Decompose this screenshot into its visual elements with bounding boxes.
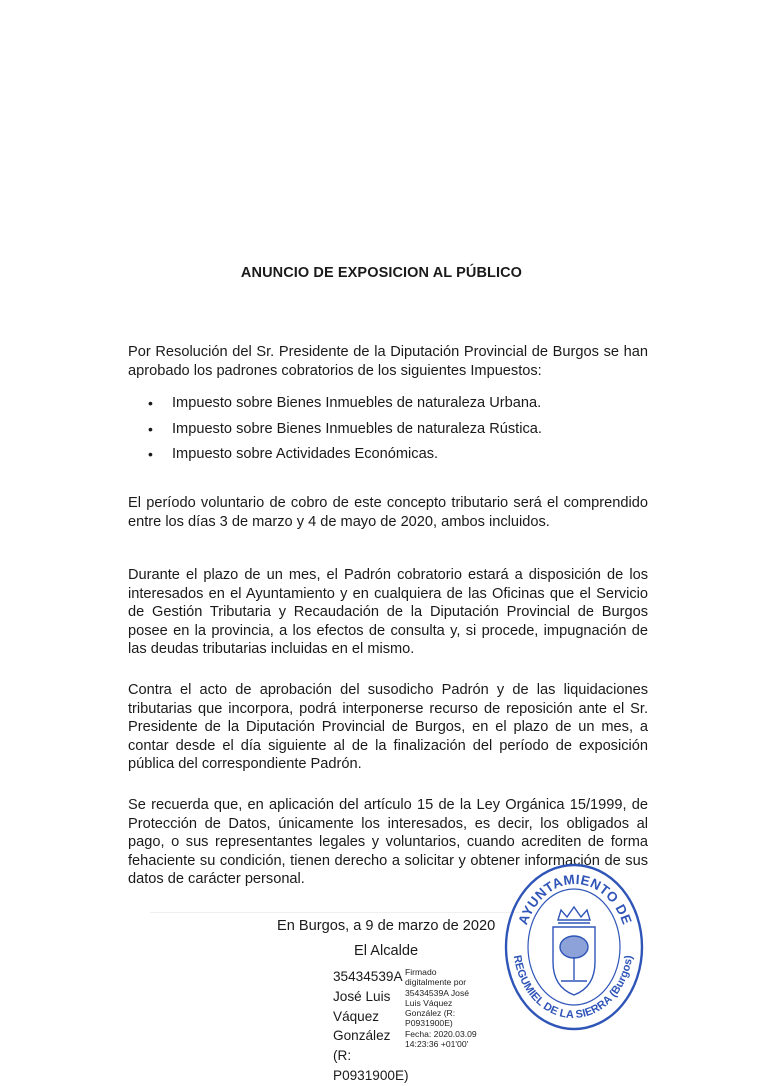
signer-role: El Alcalde xyxy=(354,943,419,959)
town-hall-seal xyxy=(503,862,645,1032)
collection-period-paragraph: El período voluntario de cobro de este concepto tributario será el comprendido entre los días 3 de marzo y 4 de mayo de 2020, ambos incluidos. xyxy=(128,495,648,530)
digital-signature-details: Firmado digitalmente por 35434539A José Luis Váquez González (R: P0931900E) Fecha: 2020.03.09 14:23:36 +01'00' xyxy=(405,967,477,1050)
seal-bottom-text: REGUMIEL DE LA SIERRA (Burgos) xyxy=(510,954,636,1022)
place-date: En Burgos, a 9 de marzo de 2020 xyxy=(277,918,496,934)
consultation-paragraph: Durante el plazo de un mes, el Padrón cobratorio estará a disposición de los interesados en el Ayuntamiento y en cualquiera de las Oficinas que el Servicio de Gestión Tributaria y Recaudación de la Diputación Provincial de Burgos posee en la provincia, a los efectos de consulta y, si procede, impugnación de las deudas tributarias incluidas en el mismo. xyxy=(128,567,648,658)
digital-signature-name: 35434539A José Luis Váquez González (R: P0931900E) xyxy=(333,969,409,1083)
document-title: ANUNCIO DE EXPOSICION AL PÚBLICO xyxy=(240,265,523,281)
intro-paragraph: Por Resolución del Sr. Presidente de la Diputación Provincial de Burgos se han aprobado los padrones cobratorios de los siguientes Impuestos: xyxy=(128,344,648,379)
appeal-paragraph: Contra el acto de aprobación del susodicho Padrón y de las liquidaciones tributarias que incorpora, podrá interponerse recurso de reposición ante el Sr. Presidente de la Diputación Provincial de Burgos, en el plazo de un mes, a contar desde el día siguiente al de la finalización del período de exposición pública del correspondiente Padrón. xyxy=(128,682,648,773)
seal-crown-icon xyxy=(558,907,590,923)
tax-list-item: • Impuesto sobre Bienes Inmuebles de naturaleza Urbana. xyxy=(148,394,542,420)
seal-top-text: AYUNTAMIENTO DE xyxy=(515,871,635,927)
tax-list-item: • Impuesto sobre Bienes Inmuebles de naturaleza Rústica. xyxy=(148,420,542,446)
tax-list xyxy=(148,394,542,471)
divider xyxy=(150,912,520,913)
tax-list-item: • Impuesto sobre Actividades Económicas. xyxy=(148,445,542,471)
data-protection-paragraph: Se recuerda que, en aplicación del artículo 15 de la Ley Orgánica 15/1999, de Protección de Datos, únicamente los interesados, es decir, los obligados al pago, o sus representantes legales y voluntarios, cuando acrediten de forma fehaciente su condición, tienen derecho a solicitar y obtener información de sus datos de carácter personal. xyxy=(128,797,648,888)
seal-shield-icon xyxy=(553,927,595,995)
